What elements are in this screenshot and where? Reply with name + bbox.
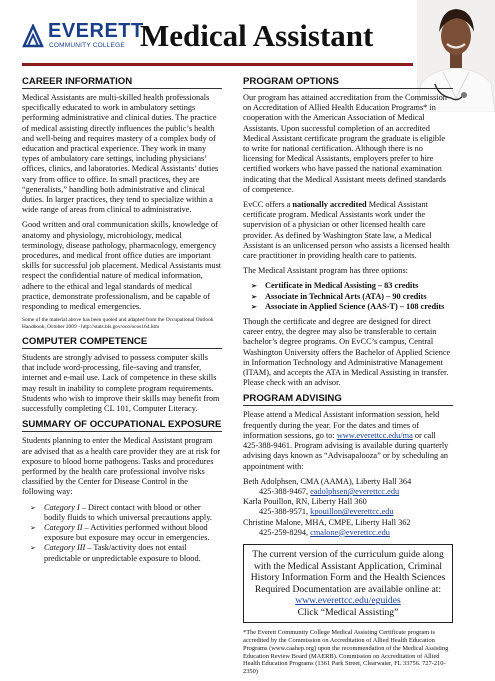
category-text: – Direct contact with blood or other bodily fluids to which universal precautions apply. [44,502,212,522]
arrow-bullet-icon: ➢ [251,282,257,291]
exposure-heading: SUMMARY OF OCCUPATIONAL EXPOSURE [22,419,222,431]
options-p2-end: Medical Assistant certificate program. Medical Assistants work under the supervision of a physician or other licensed health care provider. As defined by Washington State law, a Medical Assistant is an unlicensed person who assists a licensed health care practitioner in providing health care to patients. [243,200,450,261]
category-label: Category III [44,543,86,553]
options-heading: PROGRAM OPTIONS [243,76,453,89]
contact-name: Karla Pouillon, RN, Liberty Hall 360 [243,497,367,507]
list-item [22,503,222,523]
curriculum-notice-box [243,544,453,624]
options-paragraph-3: The Medical Assistant program has three options: [243,266,408,276]
program-options-list [243,281,453,312]
options-p2-bold: nationally accredited [292,200,367,210]
option-label: Associate in Applied Science (AAS-T) – 108 credits [265,301,445,311]
advising-text-end: or call 425-388-9461. Program advising is available during quarterly advising days known as “Advisapalooza” or by scheduling an appointment with: [243,430,449,471]
exposure-category-list [22,503,222,564]
contact-email-link[interactable]: cmalone@everettcc.edu [310,527,390,537]
notice-text: The current version of the curriculum guide along with the Medical Assistant Application, Criminal History Information Form and the Health Sciences Required Documentation are available online at: [250,548,446,595]
list-item [22,543,222,563]
option-label: Certificate in Medical Assisting – 83 credits [265,281,419,291]
left-column [22,76,222,569]
advising-paragraph [243,410,453,471]
page-title: Medical Assistant [140,18,374,53]
advising-text-start: Please attend a Medical Assistant information session, held frequently during the year. For the dates and times of information sessions, go to: [243,410,440,440]
arrow-bullet-icon: ➢ [30,523,36,532]
logo-name: EVERETT [48,20,144,42]
option-label: Associate in Technical Arts (ATA) – 90 credits [265,291,427,301]
contact-details [243,528,453,538]
ma-info-link[interactable]: www.everettcc.edu/ma [336,430,413,440]
arrow-bullet-icon: ➢ [30,503,36,512]
logo-mark-icon [22,24,44,48]
contact-phone: 425-388-9571, [259,507,311,517]
logo-subtitle: COMMUNITY COLLEGE [49,42,125,49]
college-logo [22,20,142,56]
advising-heading: PROGRAM ADVISING [243,393,453,406]
advisor-contacts [243,477,453,538]
list-item [243,302,453,312]
exposure-paragraph: Students planning to enter the Medical Assistant program are advised that as a health care provider they are at risk for exposure to blood borne pathogens. Tasks and procedures performed by the health care professional involve risks classified by the Center for Disease Control in the following way: [22,436,221,497]
career-paragraph-1: Medical Assistants are multi-skilled health professionals specifically educated to work in ambulatory settings performing administrative and clinical duties. The practice of medical assisting directly influences the public’s health and well-being and requires mastery of a complex body of education and practical experience. They work in many types of ambulatory care settings, including physicians’ offices, clinics, and laboratories. Medical Assistants’ duties vary from office to office. In small practices, they are “generalists,” handling both administrative and clinical duties. In larger practices, they tend to specialize within a wide range of areas from clinical to administrative. [22,93,219,215]
computer-paragraph: Students are strongly advised to possess computer skills that include word-processing, file-saving and transfer, internet and e-mail use. Lack of competence in these skills may result in inability to complete program requirements. Students who wish to improve their skills may benefit from successfully completing CL 101, Computer Literacy. [22,353,220,414]
arrow-bullet-icon: ➢ [251,302,257,311]
list-item [243,292,453,302]
eguides-link[interactable]: www.everettcc.edu/eguides [295,595,401,607]
career-paragraph-2: Good written and oral communication skills, knowledge of anatomy and physiology, microbiology, medical terminology, disease pathology, pharmacology, emergency procedures, and medical front office duties are important skills for successful job placement. Medical Assistants must respect the confidential nature of medical information, adhere to the ethical and legal standards of medical practice, demonstrate professionalism, and be capable of responding to medical emergencies. [22,220,222,312]
contact-phone: 425-388-9467, [259,486,311,496]
accreditation-footnote: *The Everett Community College Medical Assisting Certificate program is accredited by the Commission on Accreditation of Allied Health Education Programs (www.caahep.org) upon the recommendation of the Medical Assisting Education Review Board (MAERB). Commission on Accreditation of Allied Health Education Programs (1361 Park Street, Clearwater, FL 33756. 727-210-2350) [243,629,449,675]
header-rule [22,63,413,66]
category-text: – Activities performed without blood exposure but exposure may occur in emergencies. [44,522,210,543]
contact-details [243,507,453,517]
contact-email-link[interactable]: eadolphsen@everettcc.edu [310,486,400,496]
options-p2-start: EvCC offers a [243,200,293,210]
contact-phone: 425-259-8294, [259,527,311,537]
contact-email-link[interactable]: kpouillon@everettcc.edu [310,507,394,517]
options-paragraph-1: Our program has attained accreditation from the Commission on Accreditation of Allied Health Education Programs* in cooperation with the American Association of Medical Assistants. Upon successful completion of an accredited Medical Assistant certificate program the graduate is eligible to write for national certification. Although there is no licensing for Medical Assistants, employers prefer to hire certified workers who have passed the national examination indicating that the Medical Assistant meets defined standards of competence. [243,93,447,194]
arrow-bullet-icon: ➢ [251,292,257,301]
category-label: Category II [44,522,83,532]
right-column [243,76,453,681]
contact-name: Christine Malone, MHA, CMPE, Liberty Hall 362 [243,517,411,527]
category-text: – Task/activity does not entail predictable or unpredictable exposure to blood. [44,543,201,563]
list-item [22,523,222,543]
list-item [243,281,453,291]
notice-click-instruction: Click “Medical Assisting” [297,606,399,618]
career-source-note: Some of the material above has been quoted and adapted from the Occupational Outlook Handbook, October 2009 - http://stats.bls.gov/oco/ocos164.htm [22,317,214,330]
category-label: Category I [44,502,80,512]
options-paragraph-2 [243,200,453,261]
computer-heading: COMPUTER COMPETENCE [22,336,222,349]
arrow-bullet-icon: ➢ [30,544,36,553]
options-paragraph-4: Though the certificate and degree are designed for direct career entry, the degree may also be transferable to certain bachelor’s degree programs. On EvCC’s campus, Central Washington University offers the Bachelor of Applied Science in Information Technology and Administrative Management (ITAM), and accepts the ATA in Medical Assisting in transfer. Please check with an advisor. [243,317,451,388]
career-heading: CAREER INFORMATION [22,76,222,89]
contact-name: Beth Adolphsen, CMA (AAMA), Liberty Hall 364 [243,476,412,486]
contact-details [243,487,453,497]
